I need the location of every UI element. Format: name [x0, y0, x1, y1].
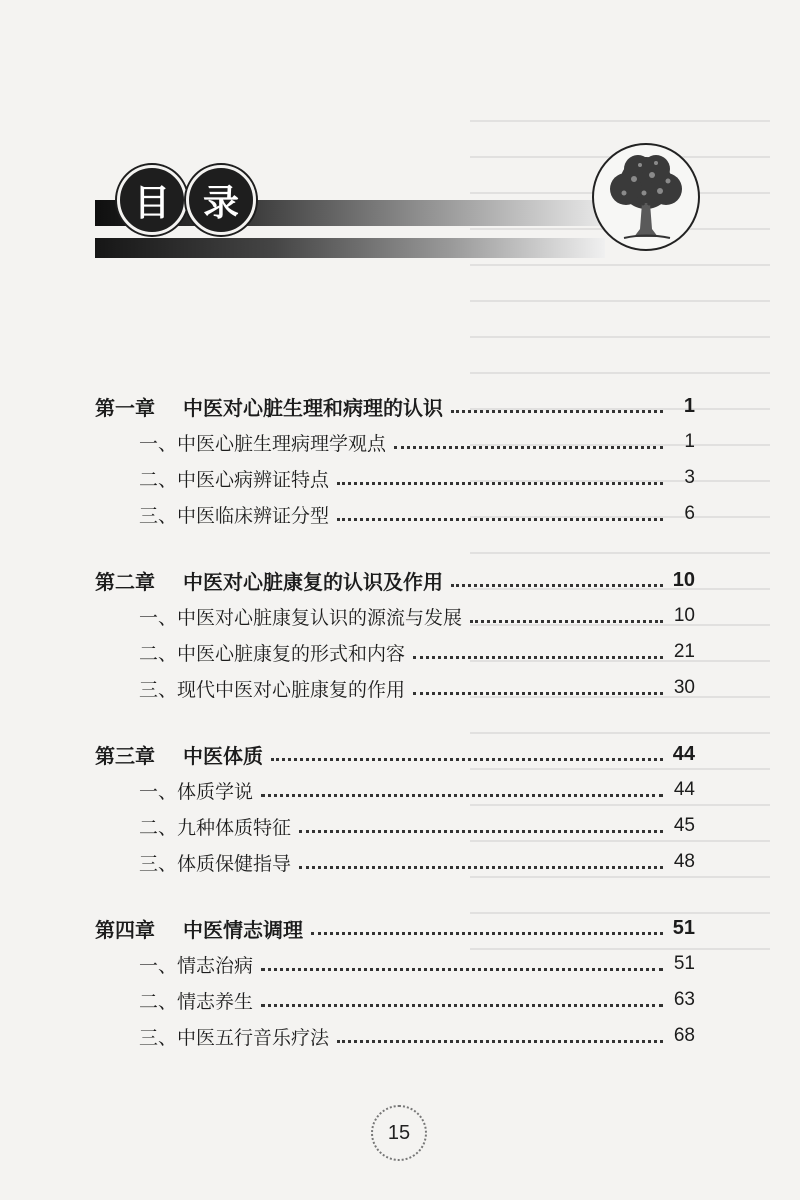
toc-chapter-entry[interactable] [95, 736, 695, 772]
toc-section-entry[interactable] [95, 946, 695, 982]
section-title: 二、中医心脏康复的形式和内容 [139, 642, 406, 665]
chapter-title: 中医对心脏生理和病理的认识 [183, 395, 443, 420]
section-title: 二、九种体质特征 [139, 816, 292, 839]
page-ref: 3 [684, 467, 695, 488]
toc-chapter-entry[interactable] [95, 910, 695, 946]
page-ref: 30 [673, 677, 695, 698]
dot-leader [271, 758, 663, 761]
dot-leader [451, 410, 663, 413]
toc-section-entry[interactable] [95, 634, 695, 670]
dot-leader [337, 1040, 663, 1043]
toc-chapter-entry[interactable] [95, 562, 695, 598]
chapter-title: 中医对心脏康复的认识及作用 [183, 569, 443, 594]
page-ref: 63 [673, 989, 695, 1010]
section-title: 一、中医对心脏康复认识的源流与发展 [139, 606, 463, 629]
page-number: 15 [371, 1105, 427, 1161]
page-ref: 44 [673, 779, 695, 800]
dot-leader [299, 866, 663, 869]
page-ref: 6 [684, 503, 695, 524]
section-title: 三、中医五行音乐疗法 [139, 1026, 330, 1049]
page-ref: 45 [673, 815, 695, 836]
chapter-title: 中医体质 [183, 743, 263, 768]
dot-leader [261, 968, 663, 971]
page-ref: 21 [673, 641, 695, 662]
toc-section-entry[interactable] [95, 1018, 695, 1054]
dot-leader [413, 692, 663, 695]
section-title: 三、体质保健指导 [139, 852, 292, 875]
toc-section-entry[interactable] [95, 772, 695, 808]
page-ref: 51 [673, 953, 695, 974]
section-title: 一、体质学说 [139, 780, 254, 803]
chapter-number: 第二章 [95, 569, 155, 594]
toc-section-entry[interactable] [95, 460, 695, 496]
dot-leader [394, 446, 663, 449]
section-title: 一、中医心脏生理病理学观点 [139, 432, 387, 455]
chapter-number: 第四章 [95, 917, 155, 942]
header-title-char: 目 [117, 165, 187, 235]
page-ref: 1 [684, 431, 695, 452]
section-title: 二、情志养生 [139, 990, 254, 1013]
dot-leader [337, 482, 663, 485]
page-ref: 44 [672, 742, 695, 765]
dot-leader [261, 1004, 663, 1007]
toc-chapter [95, 562, 695, 706]
page-ref: 10 [672, 568, 695, 591]
dot-leader [299, 830, 663, 833]
toc-section-entry[interactable] [95, 844, 695, 880]
page-ref: 68 [673, 1025, 695, 1046]
page-ref: 10 [673, 605, 695, 626]
page-ref: 51 [672, 916, 695, 939]
toc-section-entry[interactable] [95, 808, 695, 844]
toc-section-entry[interactable] [95, 496, 695, 532]
toc-section-entry[interactable] [95, 424, 695, 460]
table-of-contents [95, 388, 695, 1084]
section-title: 二、中医心病辨证特点 [139, 468, 330, 491]
page-ref: 1 [683, 394, 695, 417]
dot-leader [261, 794, 663, 797]
chapter-number: 第三章 [95, 743, 155, 768]
header-gradient-bar-bottom [95, 238, 605, 258]
dot-leader [311, 932, 663, 935]
toc-section-entry[interactable] [95, 982, 695, 1018]
chapter-number: 第一章 [95, 395, 155, 420]
section-title: 三、现代中医对心脏康复的作用 [139, 678, 406, 701]
dot-leader [413, 656, 663, 659]
toc-chapter [95, 910, 695, 1054]
section-title: 一、情志治病 [139, 954, 254, 977]
section-title: 三、中医临床辨证分型 [139, 504, 330, 527]
toc-chapter-entry[interactable] [95, 388, 695, 424]
toc-chapter [95, 736, 695, 880]
dot-leader [337, 518, 663, 521]
chapter-title: 中医情志调理 [183, 917, 303, 942]
header-title-char: 录 [186, 165, 256, 235]
toc-chapter [95, 388, 695, 532]
toc-section-entry[interactable] [95, 670, 695, 706]
page-ref: 48 [673, 851, 695, 872]
tree-icon [592, 143, 700, 251]
dot-leader [470, 620, 663, 623]
dot-leader [451, 584, 663, 587]
toc-section-entry[interactable] [95, 598, 695, 634]
